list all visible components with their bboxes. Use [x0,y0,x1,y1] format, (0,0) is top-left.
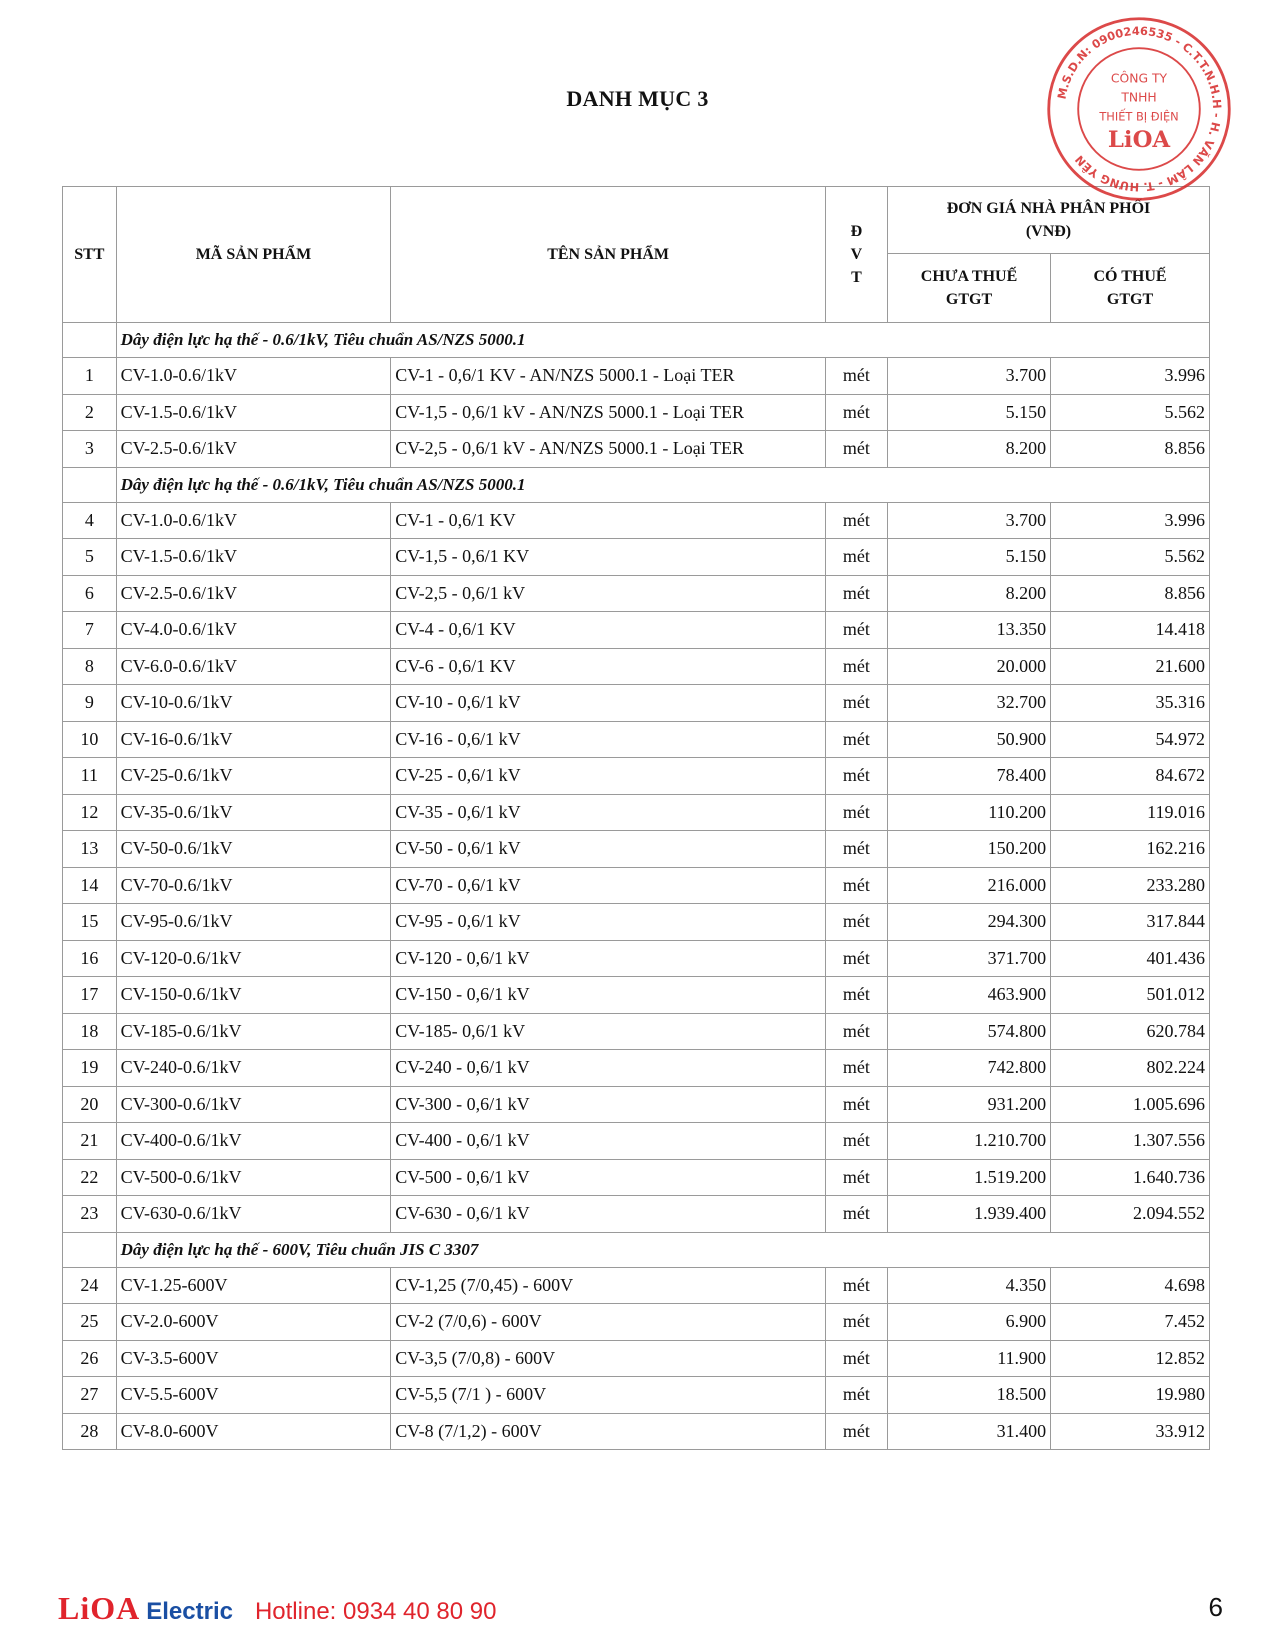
cell-unit: mét [825,358,887,395]
header-pre-tax-line: CHƯA THUẾ [920,268,1018,285]
cell-price-pre-tax: 216.000 [887,867,1050,904]
cell-product-name: CV-6 - 0,6/1 KV [391,648,826,685]
cell-price-with-tax: 620.784 [1051,1013,1210,1050]
cell-product-code: CV-25-0.6/1kV [116,758,391,795]
company-seal [1044,14,1234,204]
table-row [63,1413,1210,1450]
cell-unit: mét [825,758,887,795]
cell-unit: mét [825,1159,887,1196]
table-row [63,648,1210,685]
cell-unit: mét [825,721,887,758]
table-row [63,758,1210,795]
cell-product-code: CV-240-0.6/1kV [116,1050,391,1087]
table-row [63,904,1210,941]
brand-subtitle: Electric [146,1598,233,1625]
cell-price-with-tax: 501.012 [1051,977,1210,1014]
cell-product-name: CV-2,5 - 0,6/1 kV [391,575,826,612]
cell-price-pre-tax: 31.400 [887,1413,1050,1450]
section-row [63,1232,1210,1267]
cell-unit: mét [825,831,887,868]
cell-price-with-tax: 7.452 [1051,1304,1210,1341]
cell-stt: 14 [63,867,117,904]
table-row [63,539,1210,576]
cell-unit: mét [825,1267,887,1304]
cell-product-code: CV-10-0.6/1kV [116,685,391,722]
cell-product-name: CV-95 - 0,6/1 kV [391,904,826,941]
header-with-tax-line: GTGT [1106,291,1154,308]
section-row [63,467,1210,502]
section-stt-cell [63,323,117,358]
table-row [63,940,1210,977]
cell-price-with-tax: 14.418 [1051,612,1210,649]
table-row [63,394,1210,431]
cell-product-code: CV-630-0.6/1kV [116,1196,391,1233]
table-row [63,1050,1210,1087]
cell-product-code: CV-1.0-0.6/1kV [116,502,391,539]
table-row [63,794,1210,831]
cell-unit: mét [825,1086,887,1123]
cell-product-name: CV-70 - 0,6/1 kV [391,867,826,904]
cell-unit: mét [825,1304,887,1341]
cell-price-with-tax: 1.005.696 [1051,1086,1210,1123]
cell-product-name: CV-35 - 0,6/1 kV [391,794,826,831]
cell-stt: 15 [63,904,117,941]
header-product-name: TÊN SẢN PHẨM [391,187,826,323]
cell-unit: mét [825,612,887,649]
cell-product-code: CV-8.0-600V [116,1413,391,1450]
cell-product-name: CV-16 - 0,6/1 kV [391,721,826,758]
cell-stt: 28 [63,1413,117,1450]
table-row [63,1304,1210,1341]
cell-unit: mét [825,1340,887,1377]
cell-product-code: CV-1.0-0.6/1kV [116,358,391,395]
cell-price-pre-tax: 3.700 [887,358,1050,395]
cell-product-name: CV-630 - 0,6/1 kV [391,1196,826,1233]
cell-product-name: CV-1,5 - 0,6/1 KV [391,539,826,576]
header-unit-line: V [850,246,863,263]
cell-price-pre-tax: 4.350 [887,1267,1050,1304]
cell-product-code: CV-185-0.6/1kV [116,1013,391,1050]
cell-price-with-tax: 5.562 [1051,539,1210,576]
cell-product-name: CV-240 - 0,6/1 kV [391,1050,826,1087]
cell-stt: 1 [63,358,117,395]
cell-product-code: CV-150-0.6/1kV [116,977,391,1014]
cell-price-with-tax: 162.216 [1051,831,1210,868]
seal-line: TNHH [1121,90,1157,105]
cell-product-name: CV-150 - 0,6/1 kV [391,977,826,1014]
cell-stt: 9 [63,685,117,722]
table-row [63,721,1210,758]
cell-product-name: CV-1,25 (7/0,45) - 600V [391,1267,826,1304]
cell-product-name: CV-2,5 - 0,6/1 kV - AN/NZS 5000.1 - Loại TER [391,431,826,468]
header-unit-line: Đ [850,223,863,240]
cell-stt: 7 [63,612,117,649]
cell-stt: 19 [63,1050,117,1087]
section-title: Dây điện lực hạ thế - 0.6/1kV, Tiêu chuẩn AS/NZS 5000.1 [116,467,1209,502]
cell-product-name: CV-8 (7/1,2) - 600V [391,1413,826,1450]
cell-unit: mét [825,1123,887,1160]
cell-unit: mét [825,1377,887,1414]
cell-product-name: CV-3,5 (7/0,8) - 600V [391,1340,826,1377]
table-row [63,1013,1210,1050]
cell-price-with-tax: 8.856 [1051,575,1210,612]
cell-unit: mét [825,1413,887,1450]
cell-price-pre-tax: 1.939.400 [887,1196,1050,1233]
cell-product-code: CV-2.5-0.6/1kV [116,431,391,468]
table-row [63,831,1210,868]
cell-stt: 12 [63,794,117,831]
cell-product-code: CV-1.5-0.6/1kV [116,539,391,576]
brand-logo: LiOA [58,1590,141,1626]
cell-unit: mét [825,502,887,539]
cell-price-pre-tax: 110.200 [887,794,1050,831]
cell-price-pre-tax: 50.900 [887,721,1050,758]
cell-price-pre-tax: 463.900 [887,977,1050,1014]
cell-product-code: CV-4.0-0.6/1kV [116,612,391,649]
table-row [63,1377,1210,1414]
cell-product-code: CV-400-0.6/1kV [116,1123,391,1160]
cell-price-with-tax: 19.980 [1051,1377,1210,1414]
cell-price-pre-tax: 931.200 [887,1086,1050,1123]
cell-unit: mét [825,539,887,576]
cell-price-pre-tax: 1.519.200 [887,1159,1050,1196]
page-title: DANH MỤC 3 [566,86,709,111]
cell-product-code: CV-1.5-0.6/1kV [116,394,391,431]
cell-product-code: CV-120-0.6/1kV [116,940,391,977]
cell-price-pre-tax: 8.200 [887,575,1050,612]
cell-price-pre-tax: 5.150 [887,394,1050,431]
cell-unit: mét [825,794,887,831]
header-price-line: (VNĐ) [1025,223,1072,240]
cell-price-with-tax: 84.672 [1051,758,1210,795]
cell-product-code: CV-35-0.6/1kV [116,794,391,831]
cell-price-with-tax: 5.562 [1051,394,1210,431]
table-row [63,1267,1210,1304]
cell-product-name: CV-1 - 0,6/1 KV - AN/NZS 5000.1 - Loại TER [391,358,826,395]
cell-price-pre-tax: 32.700 [887,685,1050,722]
cell-unit: mét [825,867,887,904]
cell-product-name: CV-2 (7/0,6) - 600V [391,1304,826,1341]
cell-stt: 25 [63,1304,117,1341]
cell-product-code: CV-5.5-600V [116,1377,391,1414]
table-row [63,977,1210,1014]
cell-price-pre-tax: 20.000 [887,648,1050,685]
cell-product-name: CV-300 - 0,6/1 kV [391,1086,826,1123]
section-stt-cell [63,1232,117,1267]
cell-stt: 24 [63,1267,117,1304]
hotline-text: Hotline: 0934 40 80 90 [254,1598,497,1625]
cell-stt: 8 [63,648,117,685]
cell-price-pre-tax: 8.200 [887,431,1050,468]
cell-product-code: CV-2.5-0.6/1kV [116,575,391,612]
cell-stt: 23 [63,1196,117,1233]
cell-product-name: CV-50 - 0,6/1 kV [391,831,826,868]
cell-price-with-tax: 3.996 [1051,358,1210,395]
cell-price-with-tax: 4.698 [1051,1267,1210,1304]
cell-stt: 21 [63,1123,117,1160]
header-pre-tax-line: GTGT [945,291,993,308]
table-row [63,358,1210,395]
header-product-code: MÃ SẢN PHẨM [116,187,391,323]
cell-price-with-tax: 1.640.736 [1051,1159,1210,1196]
cell-price-pre-tax: 371.700 [887,940,1050,977]
cell-product-code: CV-70-0.6/1kV [116,867,391,904]
table-row [63,685,1210,722]
cell-price-with-tax: 119.016 [1051,794,1210,831]
cell-product-code: CV-1.25-600V [116,1267,391,1304]
table-row [63,1123,1210,1160]
cell-unit: mét [825,575,887,612]
cell-unit: mét [825,977,887,1014]
header-with-tax-line: CÓ THUẾ [1093,268,1167,285]
cell-stt: 10 [63,721,117,758]
table-row [63,1196,1210,1233]
cell-stt: 22 [63,1159,117,1196]
cell-stt: 13 [63,831,117,868]
cell-price-with-tax: 54.972 [1051,721,1210,758]
cell-unit: mét [825,1196,887,1233]
cell-product-name: CV-10 - 0,6/1 kV [391,685,826,722]
cell-price-pre-tax: 6.900 [887,1304,1050,1341]
table-row [63,575,1210,612]
cell-stt: 18 [63,1013,117,1050]
cell-unit: mét [825,431,887,468]
page-number: 6 [1208,1592,1223,1622]
header-with-tax [1051,254,1210,323]
cell-product-name: CV-120 - 0,6/1 kV [391,940,826,977]
cell-product-name: CV-1,5 - 0,6/1 kV - AN/NZS 5000.1 - Loại TER [391,394,826,431]
cell-price-pre-tax: 5.150 [887,539,1050,576]
cell-stt: 26 [63,1340,117,1377]
cell-stt: 11 [63,758,117,795]
cell-price-pre-tax: 13.350 [887,612,1050,649]
cell-price-with-tax: 8.856 [1051,431,1210,468]
cell-price-with-tax: 21.600 [1051,648,1210,685]
cell-product-name: CV-185- 0,6/1 kV [391,1013,826,1050]
seal-line: CÔNG TY [1110,71,1168,86]
cell-product-code: CV-6.0-0.6/1kV [116,648,391,685]
section-title: Dây điện lực hạ thế - 0.6/1kV, Tiêu chuẩn AS/NZS 5000.1 [116,323,1209,358]
cell-price-pre-tax: 78.400 [887,758,1050,795]
cell-product-code: CV-300-0.6/1kV [116,1086,391,1123]
section-row [63,323,1210,358]
seal-ring-text: M.S.D.N: 0900246535 - C.T.T.N.H.H - H. VĂN LÂM - T. HƯNG YÊN [1054,23,1225,195]
cell-stt: 20 [63,1086,117,1123]
cell-product-code: CV-16-0.6/1kV [116,721,391,758]
section-title: Dây điện lực hạ thế - 600V, Tiêu chuẩn JIS C 3307 [116,1232,1209,1267]
cell-price-pre-tax: 18.500 [887,1377,1050,1414]
table-row [63,1340,1210,1377]
cell-unit: mét [825,904,887,941]
cell-price-with-tax: 3.996 [1051,502,1210,539]
table-body [63,323,1210,1450]
cell-product-name: CV-400 - 0,6/1 kV [391,1123,826,1160]
cell-price-pre-tax: 294.300 [887,904,1050,941]
cell-price-with-tax: 401.436 [1051,940,1210,977]
cell-unit: mét [825,394,887,431]
cell-price-pre-tax: 574.800 [887,1013,1050,1050]
cell-price-pre-tax: 150.200 [887,831,1050,868]
price-table [62,186,1210,1450]
cell-price-pre-tax: 3.700 [887,502,1050,539]
cell-price-with-tax: 35.316 [1051,685,1210,722]
header-pre-tax [887,254,1050,323]
cell-product-name: CV-4 - 0,6/1 KV [391,612,826,649]
cell-product-name: CV-500 - 0,6/1 kV [391,1159,826,1196]
cell-price-with-tax: 2.094.552 [1051,1196,1210,1233]
cell-product-code: CV-2.0-600V [116,1304,391,1341]
cell-product-code: CV-3.5-600V [116,1340,391,1377]
cell-unit: mét [825,1050,887,1087]
cell-unit: mét [825,648,887,685]
cell-stt: 4 [63,502,117,539]
cell-stt: 16 [63,940,117,977]
cell-stt: 6 [63,575,117,612]
cell-unit: mét [825,1013,887,1050]
cell-product-code: CV-500-0.6/1kV [116,1159,391,1196]
footer [58,1590,496,1630]
cell-stt: 3 [63,431,117,468]
cell-price-pre-tax: 11.900 [887,1340,1050,1377]
cell-price-with-tax: 12.852 [1051,1340,1210,1377]
cell-price-with-tax: 802.224 [1051,1050,1210,1087]
cell-unit: mét [825,685,887,722]
cell-price-with-tax: 233.280 [1051,867,1210,904]
seal-line: THIẾT BỊ ĐIỆN [1099,109,1179,124]
cell-product-name: CV-1 - 0,6/1 KV [391,502,826,539]
table-row [63,502,1210,539]
table-row [63,1159,1210,1196]
cell-product-name: CV-5,5 (7/1 ) - 600V [391,1377,826,1414]
header-unit [825,187,887,323]
table-row [63,431,1210,468]
table-row [63,612,1210,649]
seal-logo-text: LiOA [1107,127,1171,153]
header-unit-line: T [851,269,862,286]
header-price-line: ĐƠN GIÁ NHÀ PHÂN PHỐI [946,200,1151,217]
cell-price-pre-tax: 1.210.700 [887,1123,1050,1160]
table-row [63,1086,1210,1123]
cell-price-with-tax: 33.912 [1051,1413,1210,1450]
cell-price-pre-tax: 742.800 [887,1050,1050,1087]
table-row [63,867,1210,904]
cell-stt: 2 [63,394,117,431]
cell-stt: 5 [63,539,117,576]
section-stt-cell [63,467,117,502]
cell-product-name: CV-25 - 0,6/1 kV [391,758,826,795]
cell-stt: 17 [63,977,117,1014]
cell-unit: mét [825,940,887,977]
cell-price-with-tax: 1.307.556 [1051,1123,1210,1160]
cell-stt: 27 [63,1377,117,1414]
cell-product-code: CV-50-0.6/1kV [116,831,391,868]
header-stt: STT [63,187,117,323]
cell-product-code: CV-95-0.6/1kV [116,904,391,941]
cell-price-with-tax: 317.844 [1051,904,1210,941]
